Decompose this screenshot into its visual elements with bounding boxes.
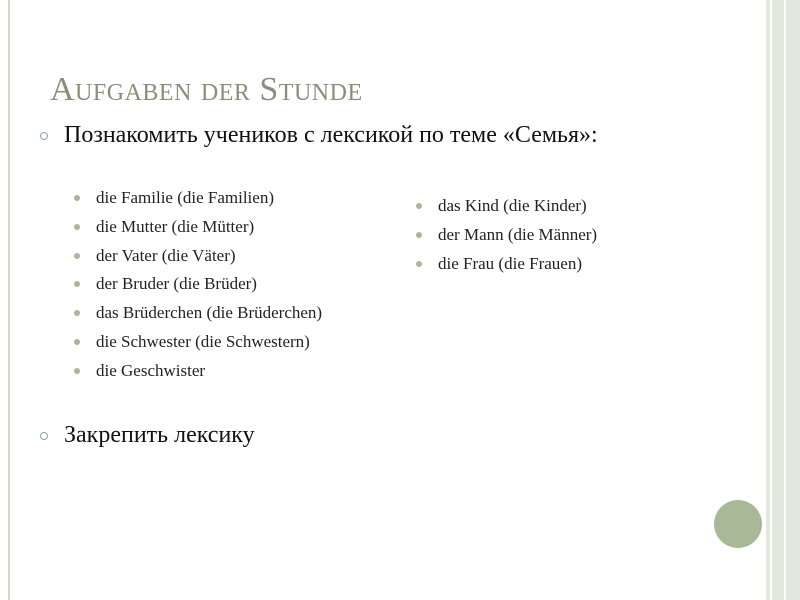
decorative-circle bbox=[714, 500, 762, 548]
vocab-item: der Mann (die Männer) bbox=[416, 221, 597, 250]
bullet-dot-icon bbox=[74, 224, 80, 230]
bullet-dot-icon bbox=[74, 310, 80, 316]
bullet-dot-icon bbox=[416, 203, 422, 209]
bullet-dot-icon bbox=[416, 232, 422, 238]
main-bullet-1: Познакомить учеников с лексикой по теме «Семья»: bbox=[64, 122, 598, 148]
slide-title: Aufgaben der Stunde bbox=[50, 71, 363, 108]
band-stripe bbox=[784, 0, 786, 600]
vocab-item: die Geschwister bbox=[74, 357, 322, 386]
bullet-ring-icon bbox=[40, 432, 48, 440]
main-bullet-2: Закрепить лексику bbox=[64, 422, 255, 448]
vocab-item: die Mutter (die Mütter) bbox=[74, 213, 322, 242]
left-frame-line bbox=[8, 0, 10, 600]
vocab-list-right bbox=[416, 192, 597, 278]
band-stripe bbox=[770, 0, 772, 600]
vocab-item: die Familie (die Familien) bbox=[74, 184, 322, 213]
vocab-item: der Vater (die Väter) bbox=[74, 242, 322, 271]
bullet-dot-icon bbox=[74, 253, 80, 259]
vocab-item: das Kind (die Kinder) bbox=[416, 192, 597, 221]
bullet-dot-icon bbox=[74, 281, 80, 287]
right-decorative-band bbox=[766, 0, 800, 600]
bullet-dot-icon bbox=[416, 261, 422, 267]
bullet-dot-icon bbox=[74, 368, 80, 374]
vocab-item: die Schwester (die Schwestern) bbox=[74, 328, 322, 357]
vocab-list-left bbox=[74, 184, 322, 386]
vocab-item: die Frau (die Frauen) bbox=[416, 250, 597, 279]
vocab-item: das Brüderchen (die Brüderchen) bbox=[74, 299, 322, 328]
bullet-ring-icon bbox=[40, 132, 48, 140]
bullet-dot-icon bbox=[74, 195, 80, 201]
bullet-dot-icon bbox=[74, 339, 80, 345]
vocab-item: der Bruder (die Brüder) bbox=[74, 270, 322, 299]
